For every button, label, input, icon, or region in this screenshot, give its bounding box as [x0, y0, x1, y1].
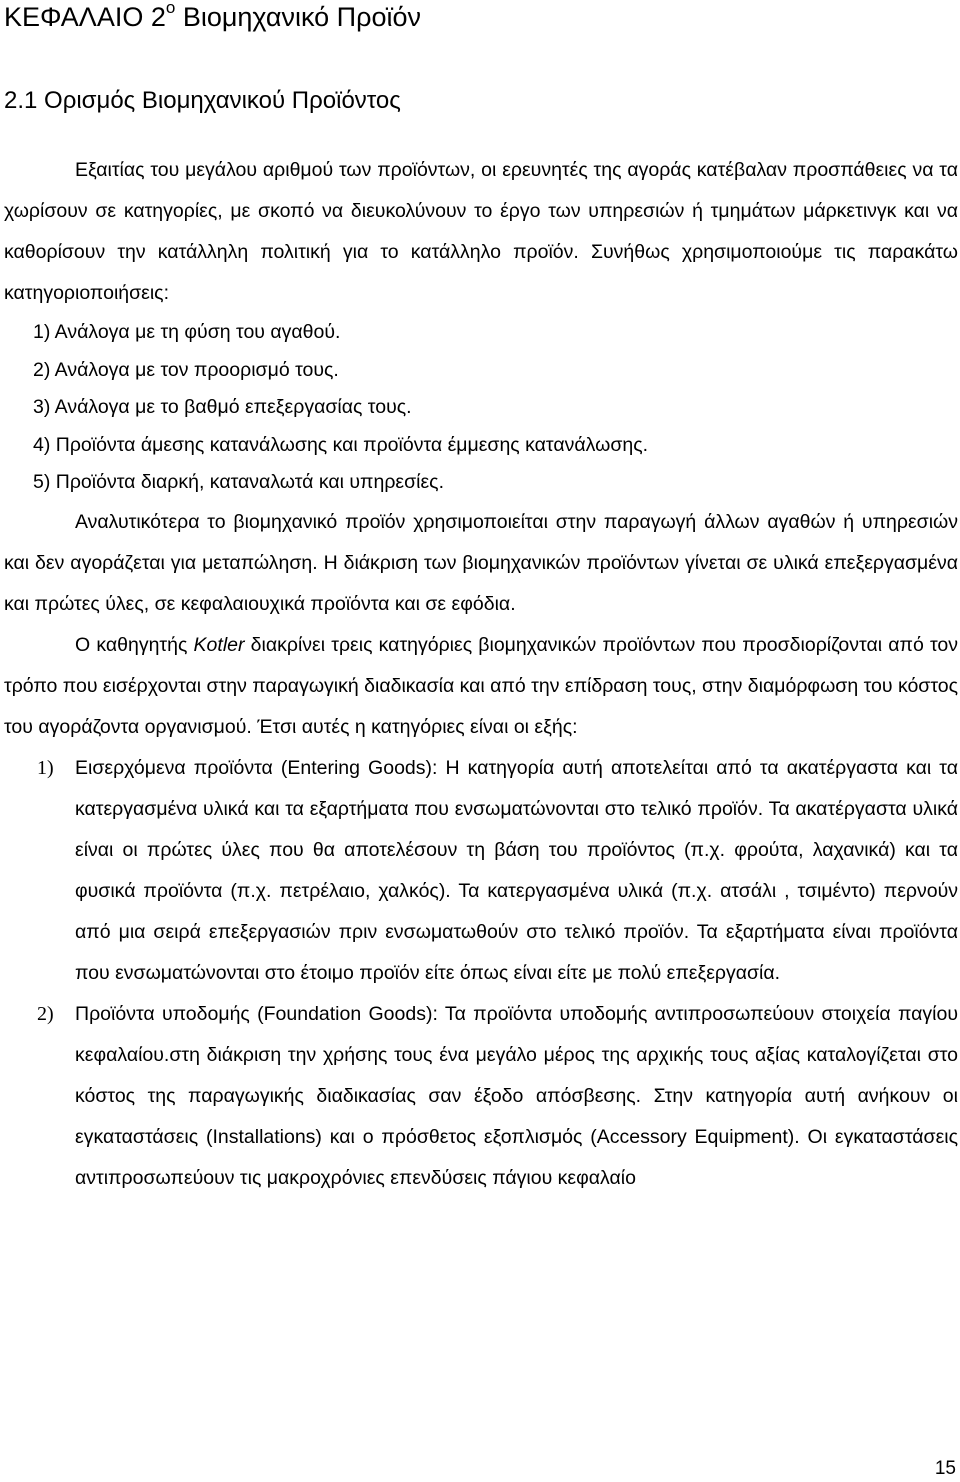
- intro-paragraph: Εξαιτίας του μεγάλου αριθμού των προϊόντων, οι ερευνητές της αγοράς κατέβαλαν προσπάθειες να τα χωρίσουν σε κατηγορίες, με σκοπό να διευκολύνουν το έργο των υπηρεσιών ή τμημάτων μάρκετινγκ και να καθορίσουν την κατάλληλη πολιτική για το κατάλληλο προϊόν. Συνήθως χρησιμοποιούμε τις παρακάτω κατηγοριοποιήσεις:: [4, 159, 958, 304]
- analysis-paragraph: Αναλυτικότερα το βιομηχανικό προϊόν χρησιμοποιείται στην παραγωγή άλλων αγαθών ή υπηρεσιών και δεν αγοράζεται για μεταπώληση. Η διάκριση των βιομηχανικών προϊόντων γίνεται σε υλικά επεξεργασμένα και πρώτες ύλες, σε κεφαλαιουχικά προϊόντα και σε εφόδια.: [4, 510, 958, 615]
- category-text: Προϊόντα υποδομής (Foundation Goods): Τα προϊόντα υποδομής αντιπροσωπεύουν στοιχεία παγίου κεφαλαίου.στη διάκριση την χρήσης τους ένα μεγάλο μέρος της αρχικής τους αξίας καταλογίζεται στο κόστος της παραγωγικής διαδικασίας σαν έξοδο απόσβεσης. Στην κατηγορία αυτή ανήκουν οι εγκαταστάσεις (Installations) και ο πρόσθετος εξοπλισμός (Accessory Equipment). Οι εγκαταστάσεις αντιπροσωπεύουν τις μακροχρόνιες επενδύσεις πάγιου κεφαλαίο: [75, 1002, 958, 1189]
- category-text: Εισερχόμενα προϊόντα (Entering Goods): Η κατηγορία αυτή αποτελείται από τα ακατέργαστα και τα κατεργασμένα υλικά και τα εξαρτήματα που ενσωματώνονται στο τελικό προϊόν. Τα ακατέργαστα υλικά είναι οι πρώτες ύλες που θα αποτελέσουν τη βάση του προϊόντος (π.χ. φρούτα, λαχανικά) και τα φυσικά προϊόντα (π.χ. πετρέλαιο, χαλκός). Τα κατεργασμένα υλικά (π.χ. ατσάλι , τσιμέντο) περνούν από μια σειρά επεξεργασιών πριν ενσωματωθούν στο τελικό προϊόν. Τα εξαρτήματα είναι προϊόντα που ενσωματώνονται στο έτοιμο προϊόν είτε όπως είναι είτε με πολύ επεξεργασία.: [75, 756, 958, 984]
- category-number: 2): [37, 1002, 54, 1025]
- classification-item: 2) Ανάλογα με τον προορισμό τους.: [33, 358, 339, 381]
- classification-item: 5) Προϊόντα διαρκή, καταναλωτά και υπηρεσίες.: [33, 471, 444, 493]
- chapter-heading: [4, 0, 421, 34]
- kotler-name: Kotler: [193, 633, 245, 656]
- document-body: [4, 150, 958, 1199]
- page-number: 15: [934, 1458, 956, 1479]
- category-list: [4, 748, 958, 1199]
- chapter-heading-prefix: ΚΕΦΑΛΑΙΟ 2: [4, 2, 166, 32]
- kotler-paragraph: [4, 625, 958, 748]
- chapter-heading-suffix: Βιομηχανικό Προϊόν: [175, 2, 422, 32]
- classification-list: [4, 314, 958, 502]
- chapter-heading-superscript: ο: [165, 0, 176, 17]
- kotler-paragraph-intro: Ο καθηγητής: [75, 633, 194, 656]
- category-item-entering-goods: [4, 748, 958, 994]
- section-heading: 2.1 Ορισμός Βιομηχανικού Προϊόντος: [4, 87, 401, 114]
- kotler-paragraph-body: διακρίνει τρεις κατηγόριες βιομηχανικών προϊόντων που προσδιορίζονται από τον τρόπο που εισέρχονται στην παραγωγική διαδικασία και από την επίδραση τους, στην διαμόρφωση του κόστος του αγοράζοντα οργανισμού. Έτσι αυτές η κατηγόριες είναι οι εξής:: [4, 633, 959, 738]
- category-number: 1): [37, 756, 54, 779]
- classification-item: 4) Προϊόντα άμεσης κατανάλωσης και προϊόντα έμμεσης κατανάλωσης.: [33, 433, 649, 456]
- classification-item: 3) Ανάλογα με το βαθμό επεξεργασίας τους.: [33, 396, 412, 418]
- category-item-foundation-goods: [4, 994, 958, 1199]
- classification-item: 1) Ανάλογα με τη φύση του αγαθού.: [33, 321, 341, 343]
